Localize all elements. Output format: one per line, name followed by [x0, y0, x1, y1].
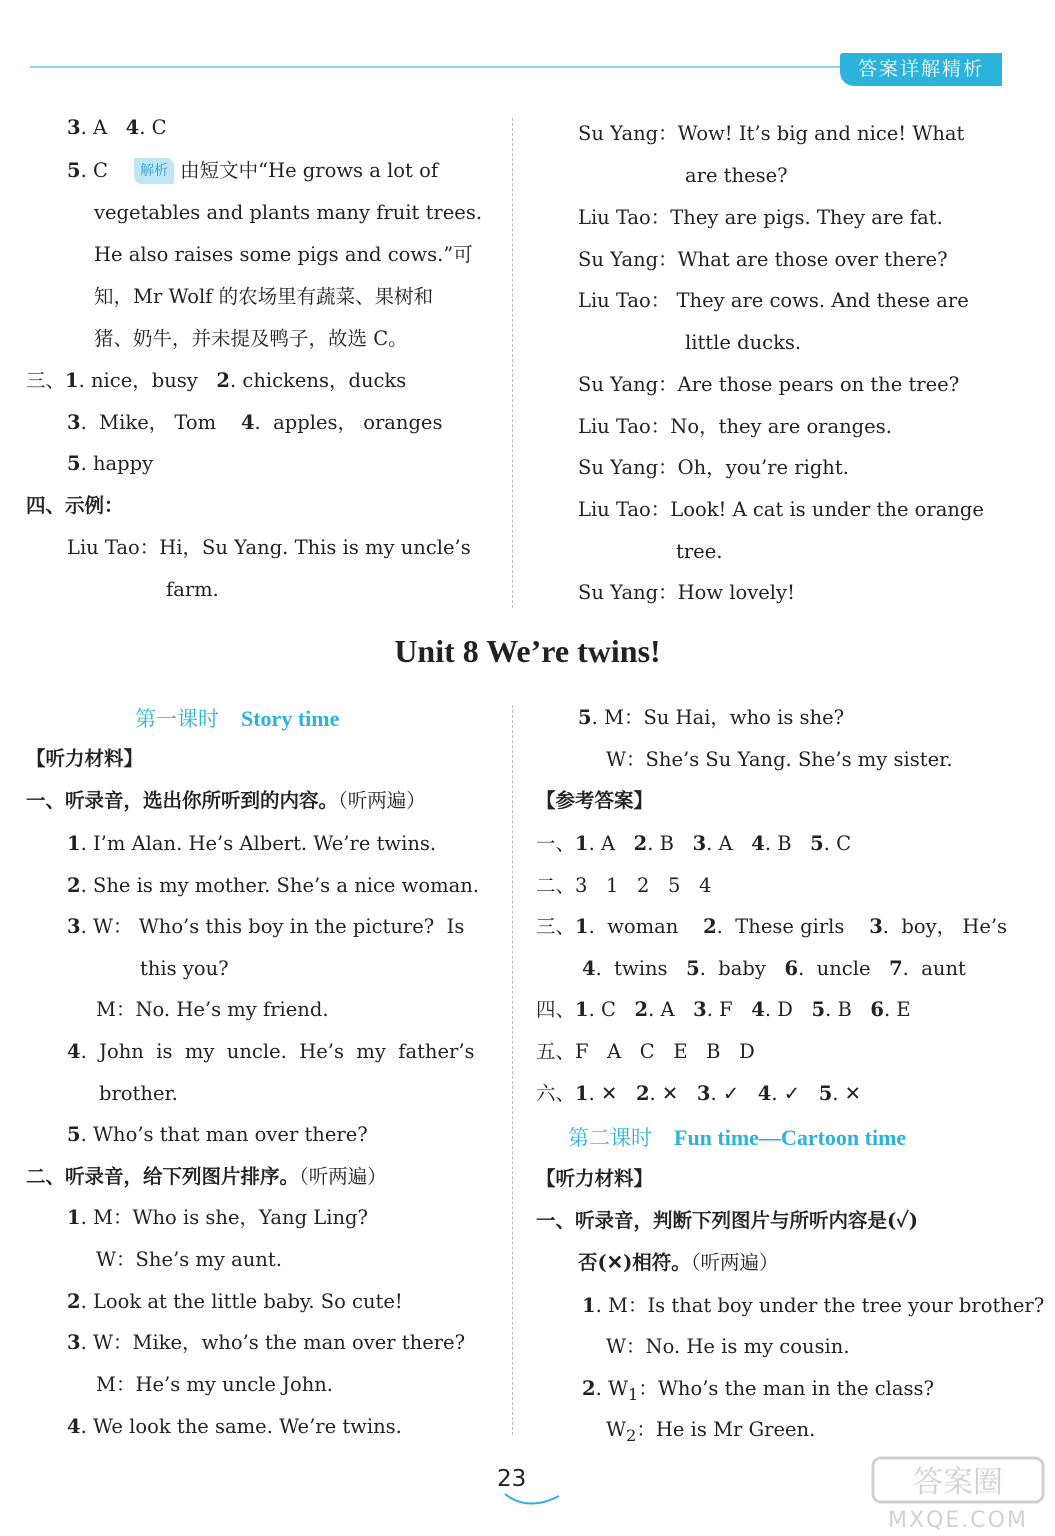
- bottom-left-line: 5. Who’s that man over there?: [67, 1123, 368, 1146]
- bottom-left-line: 3. W： Who’s this boy in the picture? Is: [67, 915, 465, 938]
- bottom-left-line: 1. M：Who is she，Yang Ling?: [67, 1206, 368, 1229]
- bottom-right-line: 一、听录音，判断下列图片与所听内容是(✓): [536, 1209, 919, 1232]
- bottom-left-line: 一、听录音，选出你所听到的内容。（听两遍）: [26, 789, 426, 812]
- top-left-line: 知，Mr Wolf 的农场里有蔬菜、果树和: [94, 285, 434, 308]
- bottom-right-line: 【参考答案】: [536, 789, 654, 812]
- svg-text:答案圈: 答案圈: [913, 1465, 1003, 1500]
- top-left-line: Liu Tao：Hi，Su Yang. This is my uncle’s: [67, 536, 471, 559]
- top-left-line: 三、1. nice，busy 2. chickens，ducks: [26, 369, 407, 392]
- bottom-right-line: 一、1. A 2. B 3. A 4. B 5. C: [536, 832, 852, 855]
- bottom-right-line: 五、F A C E B D: [536, 1040, 755, 1063]
- bottom-left-line: brother.: [99, 1082, 178, 1105]
- top-right-line: are these?: [685, 164, 788, 187]
- top-right-line: little ducks.: [685, 331, 802, 354]
- bottom-right-line: W：No. He is my cousin.: [606, 1335, 850, 1358]
- top-left-line: 3. A 4. C: [67, 116, 167, 139]
- bottom-right-line: 4. twins 5. baby 6. uncle 7. aunt: [582, 957, 966, 980]
- top-right-line: Liu Tao：No，they are oranges.: [578, 415, 892, 438]
- bottom-left-line: 二、听录音，给下列图片排序。（听两遍）: [26, 1165, 387, 1188]
- bottom-right-line: 5. M：Su Hai，who is she?: [578, 706, 845, 729]
- top-right-line: Liu Tao：Look! A cat is under the orange: [578, 498, 984, 521]
- bottom-right-line: 否(✕)相符。（听两遍）: [578, 1251, 779, 1274]
- bottom-left-line: 2. Look at the little baby. So cute!: [67, 1290, 403, 1313]
- column-divider-bottom: [512, 705, 513, 1435]
- bottom-right-line: 1. M：Is that boy under the tree your brother?: [582, 1294, 1045, 1317]
- watermark-logo: [868, 1455, 1048, 1533]
- bottom-right-line: 2. $W_1$：Who’s the man in the class?: [582, 1377, 935, 1404]
- top-right-line: Su Yang：What are those over there?: [578, 248, 948, 271]
- top-right-line: Su Yang：How lovely!: [578, 581, 795, 604]
- top-right-line: Su Yang：Are those pears on the tree?: [578, 373, 960, 396]
- bottom-left-line: W：She’s my aunt.: [96, 1248, 282, 1271]
- top-left-line: 3. Mike， Tom 4. apples， oranges: [67, 411, 443, 434]
- bottom-left-line: 1. I’m Alan. He’s Albert. We’re twins.: [67, 832, 437, 855]
- top-left-line: 猪、奶牛，并未提及鸭子，故选 C。: [94, 327, 408, 350]
- top-left-line: He also raises some pigs and cows.”可: [94, 243, 473, 266]
- top-left-line: 5. happy: [67, 452, 154, 475]
- bottom-left-line: 4. We look the same. We’re twins.: [67, 1415, 402, 1438]
- bottom-right-line: W：She’s Su Yang. She’s my sister.: [606, 748, 953, 771]
- top-right-line: Su Yang：Oh，you’re right.: [578, 456, 849, 479]
- bottom-left-line: 4. John is my uncle. He’s my father’s: [67, 1040, 475, 1063]
- top-left-line: 5. C 解析 由短文中“He grows a lot of: [67, 159, 439, 182]
- page-number: 23: [497, 1466, 527, 1492]
- unit-title: Unit 8 We’re twins!: [394, 633, 661, 669]
- lesson-1-heading: [135, 703, 339, 733]
- bottom-right-line: 六、1. ✕ 2. ✕ 3. ✓ 4. ✓ 5. ✕: [536, 1082, 862, 1105]
- lesson-1-cn: 第一课时: [135, 707, 219, 731]
- top-left-line: farm.: [166, 578, 219, 601]
- bottom-right-line: 四、1. C 2. A 3. F 4. D 5. B 6. E: [536, 998, 911, 1021]
- top-right-line: Su Yang：Wow! It’s big and nice! What: [578, 122, 965, 145]
- bottom-right-line: 三、1. woman 2. These girls 3. boy， He’s: [536, 915, 1008, 938]
- bottom-left-line: M：He’s my uncle John.: [96, 1373, 334, 1396]
- column-divider-top: [512, 118, 513, 608]
- bottom-right-line: 【听力材料】: [536, 1167, 654, 1190]
- bottom-right-line: 二、3 1 2 5 4: [536, 874, 712, 897]
- lesson-2-en: Fun time—Cartoon time: [674, 1125, 907, 1150]
- top-left-line: vegetables and plants many fruit trees.: [94, 201, 483, 224]
- lesson-2-cn: 第二课时: [568, 1126, 652, 1150]
- jiexi-tag: 解析: [134, 158, 174, 184]
- bottom-right-line: $W_2$：He is Mr Green.: [606, 1418, 816, 1445]
- top-right-line: Liu Tao：They are pigs. They are fat.: [578, 206, 943, 229]
- bottom-left-line: M：No. He’s my friend.: [96, 998, 329, 1021]
- lesson-2-heading: [568, 1122, 906, 1152]
- bottom-left-line: 2. She is my mother. She’s a nice woman.: [67, 874, 479, 897]
- svg-text:MXQE.COM: MXQE.COM: [888, 1508, 1028, 1533]
- bottom-left-line: this you?: [140, 957, 229, 980]
- top-right-line: Liu Tao： They are cows. And these are: [578, 289, 969, 312]
- header-badge: 答案详解精析: [840, 53, 1002, 86]
- top-right-line: tree.: [676, 540, 723, 563]
- page-number-swoosh: [503, 1490, 563, 1510]
- bottom-left-line: 3. W：Mike，who’s the man over there?: [67, 1331, 466, 1354]
- lesson-1-en: Story time: [241, 706, 340, 731]
- bottom-left-line: 【听力材料】: [26, 747, 144, 770]
- top-left-line: 四、示例：: [26, 494, 124, 517]
- header-rule: [30, 66, 845, 68]
